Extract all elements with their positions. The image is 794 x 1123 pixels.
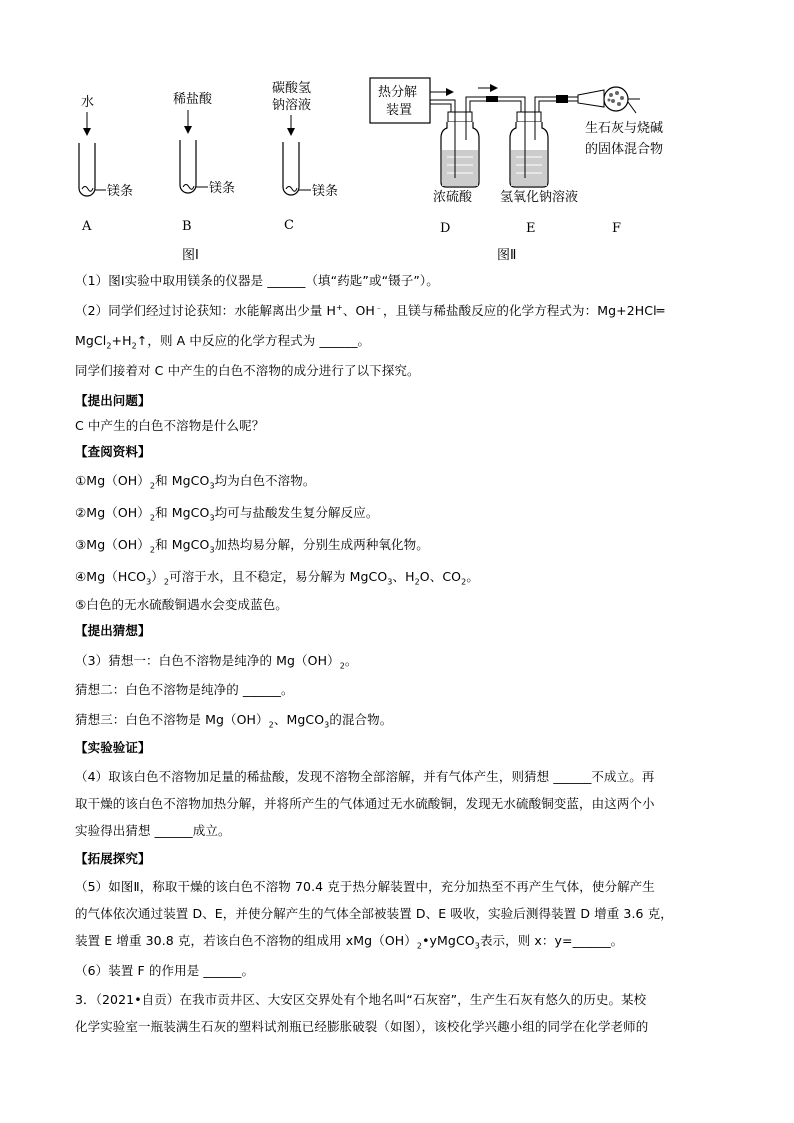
mg-strip-icon (82, 187, 93, 192)
test-tube-a (79, 94, 133, 234)
bottle-d (441, 112, 479, 187)
mg-strip-icon (286, 187, 297, 192)
intro-line: 同学们接着对 C 中产生的白色不溶物的成分进行了以下探究。 (75, 363, 420, 378)
label-hcl: 稀盐酸 (173, 92, 213, 107)
verify-3: 实验得出猜想 ______成立。 (75, 823, 231, 838)
extend-3: 装置 E 增重 30.8 克，若该白色不溶物的组成用 $xMg(OH)_2•yMgCO_3$表示，则 x：y=______。 (75, 933, 624, 951)
label-mg-strip-b: 镁条 (209, 181, 236, 196)
guess-2: 猜想二：白色不溶物是纯净的 ______。 (75, 682, 294, 697)
label-nahco3-2: 钠溶液 (272, 98, 312, 113)
label-e-liquid: 氢氧化钠溶液 (500, 190, 579, 205)
material-2: $②Mg(OH)_2$和 MgCO$_3$均可与盐酸发生复分解反应。 (75, 505, 379, 523)
heading-verify: 【实验验证】 (75, 740, 151, 755)
test-tube-b (173, 91, 235, 234)
verify-2: 取干燥的该白色不溶物加热分解，并将所产生的气体通过无水硫酸铜，发现无水硫酸铜变蓝，由这两个小 (75, 796, 655, 811)
label-tube-c: C (284, 218, 294, 233)
label-decomp-1: 热分解 (378, 85, 418, 100)
figure-2 (370, 78, 663, 263)
label-mg-strip-c: 镁条 (312, 184, 339, 199)
question-6: （6）装置 F 的作用是 ______。 (75, 963, 255, 978)
material-4: $④Mg(HCO_3)_2$可溶于水，且不稳定，易分解为 MgCO$_3$、$H_2O$、$CO_2$。 (75, 569, 479, 587)
heading-material: 【查阅资料】 (75, 444, 151, 459)
label-d-liquid: 浓硫酸 (433, 190, 473, 205)
heading-question: 【提出问题】 (75, 393, 151, 408)
problem-3-line-1: 3．（2021•自贡）在我市贡井区、大安区交界处有个地名叫“石灰窑”，生产生石灰有悠久的历史。某校 (75, 992, 647, 1007)
heading-extend: 【拓展探究】 (75, 851, 151, 866)
bottle-e (510, 112, 548, 187)
figure-1 (79, 80, 338, 263)
question-2-line-1: （2）同学们经过讨论获知：水能解离出少量 H+、OH﹣，且镁与稀盐酸反应的化学方程式为：Mg+2HCl═ (75, 302, 665, 318)
label-tube-a: A (82, 219, 92, 234)
mg-strip-icon (183, 185, 194, 190)
material-3: $③Mg(OH)_2$和 MgCO$_3$加热均易分解，分别生成两种氧化物。 (75, 537, 429, 555)
label-water: 水 (81, 95, 95, 110)
test-tube-c (272, 80, 338, 233)
drying-tube-f (578, 87, 640, 113)
label-mg-strip-a: 镁条 (107, 184, 134, 199)
label-e: E (526, 221, 536, 236)
label-f: F (612, 221, 622, 236)
figure-2-caption: 图Ⅱ (497, 248, 517, 263)
figure-1-caption: 图Ⅰ (182, 248, 199, 263)
material-1: $①Mg(OH)_2$和 MgCO$_3$均为白色不溶物。 (75, 473, 316, 491)
label-f-2: 的固体混合物 (585, 142, 664, 157)
heading-guess: 【提出猜想】 (75, 623, 151, 638)
verify-1: （4）取该白色不溶物加足量的稀盐酸，发现不溶物全部溶解，并有气体产生，则猜想 ______不成立。再 (75, 769, 655, 784)
extend-2: 的气体依次通过装置 D、E，并使分解产生的气体全部被装置 D、E 吸收，实验后测得装置 D 增重 3.6 克， (75, 906, 673, 921)
guess-1: （3）猜想一：白色不溶物是纯净的 $Mg(OH)_2$。 (75, 653, 358, 671)
question-1: （1）图Ⅰ实验中取用镁条的仪器是 ______（填“药匙”或“镊子”）。 (75, 273, 439, 288)
problem-3-line-2: 化学实验室一瓶装满生石灰的塑料试剂瓶已经膨胀破裂（如图），该校化学兴趣小组的同学在化学老师的 (75, 1019, 649, 1034)
label-tube-b: B (182, 219, 192, 234)
material-5: ⑤白色的无水硫酸铜遇水会变成蓝色。 (75, 597, 288, 612)
guess-3: 猜想三：白色不溶物是 $Mg(OH)_2$、MgCO$_3$的混合物。 (75, 712, 393, 730)
label-nahco3-1: 碳酸氢 (272, 81, 312, 96)
label-decomp-2: 装置 (386, 103, 413, 118)
label-f-1: 生石灰与烧碱 (585, 121, 664, 136)
figures (0, 0, 794, 265)
label-d: D (440, 221, 451, 236)
question-2-line-2: $MgCl_2+H_2↑$，则 A 中反应的化学方程式为 ______。 (75, 333, 371, 351)
extend-1: （5）如图Ⅱ，称取干燥的该白色不溶物 70.4 克于热分解装置中，充分加热至不再产生气体，使分解产生 (75, 879, 655, 894)
question-text: C 中产生的白色不溶物是什么呢？ (75, 418, 265, 433)
